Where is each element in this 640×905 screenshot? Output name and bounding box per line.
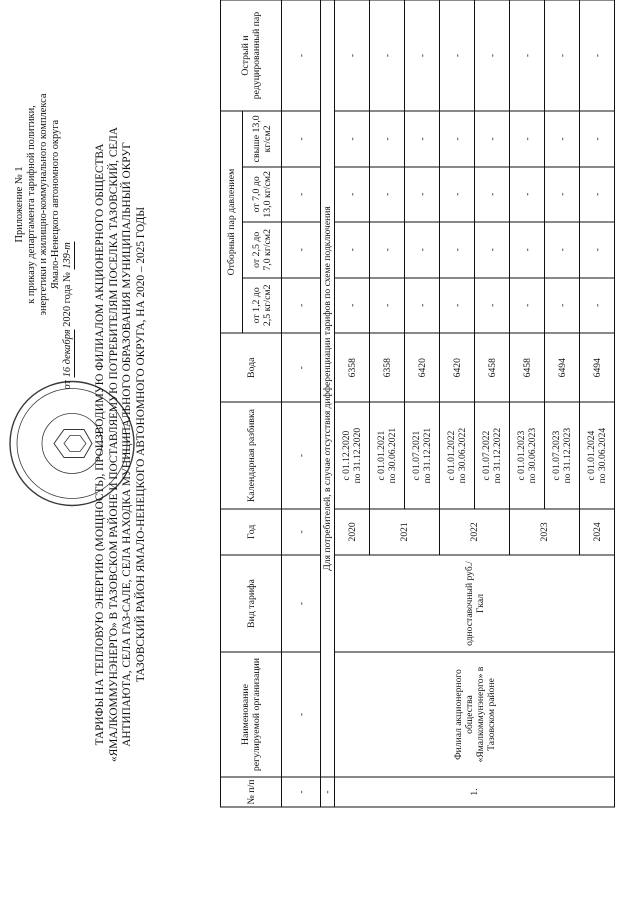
- tariff-row: [335, 0, 370, 807]
- empty-cell: -: [335, 278, 370, 333]
- section-title: Для потребителей, в случае отсутствия дифференциации тарифов по схеме подключения: [321, 0, 335, 777]
- water-tariff: 6494: [545, 333, 580, 402]
- title-line-1: ТАРИФЫ НА ТЕПЛОВУЮ ЭНЕРГИЮ (МОЩНОСТЬ), ПРОИЗВОДИМУЮ ФИЛИАЛОМ АКЦИОНЕРНОГО ОБЩЕСТВА: [94, 143, 106, 746]
- period-end: по 31.12.2023: [562, 427, 573, 484]
- empty-cell: -: [475, 111, 510, 166]
- header-year: Год: [221, 509, 282, 555]
- dash-cell: -: [282, 652, 321, 777]
- header-hot-steam: Острый и редуцированный пар: [221, 0, 282, 111]
- water-tariff: 6458: [510, 333, 545, 402]
- period-end: по 30.06.2024: [597, 427, 608, 484]
- appendix-line-4: Ямало-Ненецкого автономного округа: [50, 119, 61, 290]
- calendar-cell: [475, 402, 510, 508]
- year-cell: 2021: [370, 509, 440, 555]
- appendix-line-3: энергетики и жилищно-коммунального комплекса: [38, 93, 49, 316]
- empty-cell: -: [405, 167, 440, 222]
- tariff-table-body: [221, 0, 615, 807]
- row-number: 1.: [335, 777, 615, 807]
- year-cell: 2022: [440, 509, 510, 555]
- header-water: Вода: [221, 333, 282, 402]
- empty-cell: -: [405, 111, 440, 166]
- water-tariff: 6358: [335, 333, 370, 402]
- header-steam-4: свыше 13,0 кг/см2: [243, 111, 282, 166]
- calendar-cell: [440, 402, 475, 508]
- year-cell: 2024: [580, 509, 615, 555]
- period-start: с 01.12.2020: [341, 430, 352, 481]
- dash-cell: -: [282, 0, 321, 111]
- dash-cell: -: [282, 777, 321, 807]
- empty-cell: -: [440, 278, 475, 333]
- period-start: с 01.01.2023: [516, 430, 527, 481]
- header-steam: Отборный пар давлением: [221, 111, 243, 333]
- tariff-name: одноставочный руб./Гкал: [335, 555, 615, 652]
- empty-cell: -: [370, 167, 405, 222]
- header-tariff-type: Вид тарифа: [221, 555, 282, 652]
- period-end: по 31.12.2022: [492, 427, 503, 484]
- calendar-cell: [580, 402, 615, 508]
- dash-cell: -: [282, 555, 321, 652]
- year-cell: 2023: [510, 509, 580, 555]
- title-line-4: ТАЗОВСКИЙ РАЙОН ЯМАЛО-НЕНЕЦКОГО АВТОНОМНОГО ОКРУГА, НА 2020 – 2025 ГОДЫ: [134, 206, 147, 683]
- empty-cell: -: [580, 111, 615, 166]
- dash-cell: -: [282, 222, 321, 277]
- period-start: с 01.07.2023: [551, 430, 562, 481]
- header-org: Наименование регулируемой организации: [221, 652, 282, 777]
- period-end: по 30.06.2022: [457, 427, 468, 484]
- empty-cell: -: [335, 111, 370, 166]
- appendix-from-label: от: [62, 379, 73, 390]
- dash-row: [282, 0, 321, 807]
- empty-cell: -: [405, 278, 440, 333]
- header-calendar: Календарная разбивка: [221, 402, 282, 508]
- empty-cell: -: [545, 222, 580, 277]
- empty-cell: -: [370, 111, 405, 166]
- dash-cell: -: [282, 333, 321, 402]
- empty-cell: -: [580, 278, 615, 333]
- empty-cell: -: [405, 0, 440, 111]
- empty-cell: -: [440, 167, 475, 222]
- empty-cell: -: [510, 0, 545, 111]
- year-cell: 2020: [335, 509, 370, 555]
- section-row: [321, 0, 335, 807]
- calendar-cell: [545, 402, 580, 508]
- period-start: с 01.01.2022: [446, 430, 457, 481]
- calendar-cell: [370, 402, 405, 508]
- empty-cell: -: [545, 111, 580, 166]
- period-start: с 01.01.2024: [586, 430, 597, 481]
- tariff-table: [220, 0, 615, 808]
- empty-cell: -: [545, 167, 580, 222]
- calendar-cell: [405, 402, 440, 508]
- water-tariff: 6420: [405, 333, 440, 402]
- appendix-line-2: к приказу департамента тарифной политики,: [26, 105, 37, 304]
- period-start: с 01.01.2021: [376, 430, 387, 481]
- empty-cell: -: [440, 0, 475, 111]
- calendar-cell: [335, 402, 370, 508]
- water-tariff: 6358: [370, 333, 405, 402]
- empty-cell: -: [580, 222, 615, 277]
- empty-cell: -: [510, 278, 545, 333]
- empty-cell: -: [370, 222, 405, 277]
- empty-cell: -: [405, 222, 440, 277]
- empty-cell: -: [475, 0, 510, 111]
- period-end: по 30.06.2021: [387, 427, 398, 484]
- empty-cell: -: [580, 0, 615, 111]
- period-end: по 31.12.2020: [352, 427, 363, 484]
- empty-cell: -: [475, 222, 510, 277]
- appendix-note: [14, 20, 75, 390]
- header-steam-3: от 7,0 до 13,0 кг/см2: [243, 167, 282, 222]
- title-line-2: «ЯМАЛКОММУНЭНЕРГО» В ТАЗОВСКОМ РАЙОНЕ И ПОСТАВЛЯЕМУЮ ПОТРЕБИТЕЛЯМ ПОСЕЛКА ТАЗОВСКИЙ, СЕЛА: [107, 127, 120, 762]
- header-steam-1: от 1,2 до 2,5 кг/см2: [243, 278, 282, 333]
- empty-cell: -: [440, 111, 475, 166]
- empty-cell: -: [335, 222, 370, 277]
- empty-cell: -: [510, 167, 545, 222]
- empty-cell: -: [335, 0, 370, 111]
- header-num: № п/п: [221, 777, 282, 807]
- empty-cell: -: [440, 222, 475, 277]
- water-tariff: 6458: [475, 333, 510, 402]
- empty-cell: -: [545, 0, 580, 111]
- appendix-year-label: 2020 года №: [62, 272, 73, 327]
- empty-cell: -: [475, 167, 510, 222]
- order-number: 139-т: [62, 242, 73, 269]
- appendix-line-1: Приложение № 1: [14, 166, 25, 243]
- empty-cell: -: [510, 222, 545, 277]
- title-line-3: АНТИПАЮТА, СЕЛА ГАЗ-САЛЕ, СЕЛА НАХОДКА МУНИЦИПАЛЬНОГО ОБРАЗОВАНИЯ МУНИЦИПАЛЬНЫЙ ОКРУГ: [121, 142, 134, 747]
- period-end: по 31.12.2021: [422, 427, 433, 484]
- document-title: [94, 55, 148, 835]
- calendar-cell: [510, 402, 545, 508]
- empty-cell: -: [510, 111, 545, 166]
- dash-cell: -: [282, 167, 321, 222]
- water-tariff: 6420: [440, 333, 475, 402]
- empty-cell: -: [370, 278, 405, 333]
- period-start: с 01.07.2022: [481, 430, 492, 481]
- header-row-1: [221, 0, 243, 807]
- section-dash: -: [321, 777, 335, 807]
- org-name: Филиал акционерного общества «Ямалкоммунэнерго» в Тазовском районе: [335, 652, 615, 777]
- dash-cell: -: [282, 278, 321, 333]
- empty-cell: -: [545, 278, 580, 333]
- dash-cell: -: [282, 111, 321, 166]
- empty-cell: -: [475, 278, 510, 333]
- appendix-line-5: [62, 20, 75, 390]
- period-start: с 01.07.2021: [411, 430, 422, 481]
- dash-cell: -: [282, 402, 321, 508]
- water-tariff: 6494: [580, 333, 615, 402]
- dash-cell: -: [282, 509, 321, 555]
- empty-cell: -: [370, 0, 405, 111]
- order-date: 16 декабря: [62, 329, 73, 378]
- period-end: по 30.06.2023: [527, 427, 538, 484]
- empty-cell: -: [335, 167, 370, 222]
- header-steam-2: от 2,5 до 7,0 кг/см2: [243, 222, 282, 277]
- empty-cell: -: [580, 167, 615, 222]
